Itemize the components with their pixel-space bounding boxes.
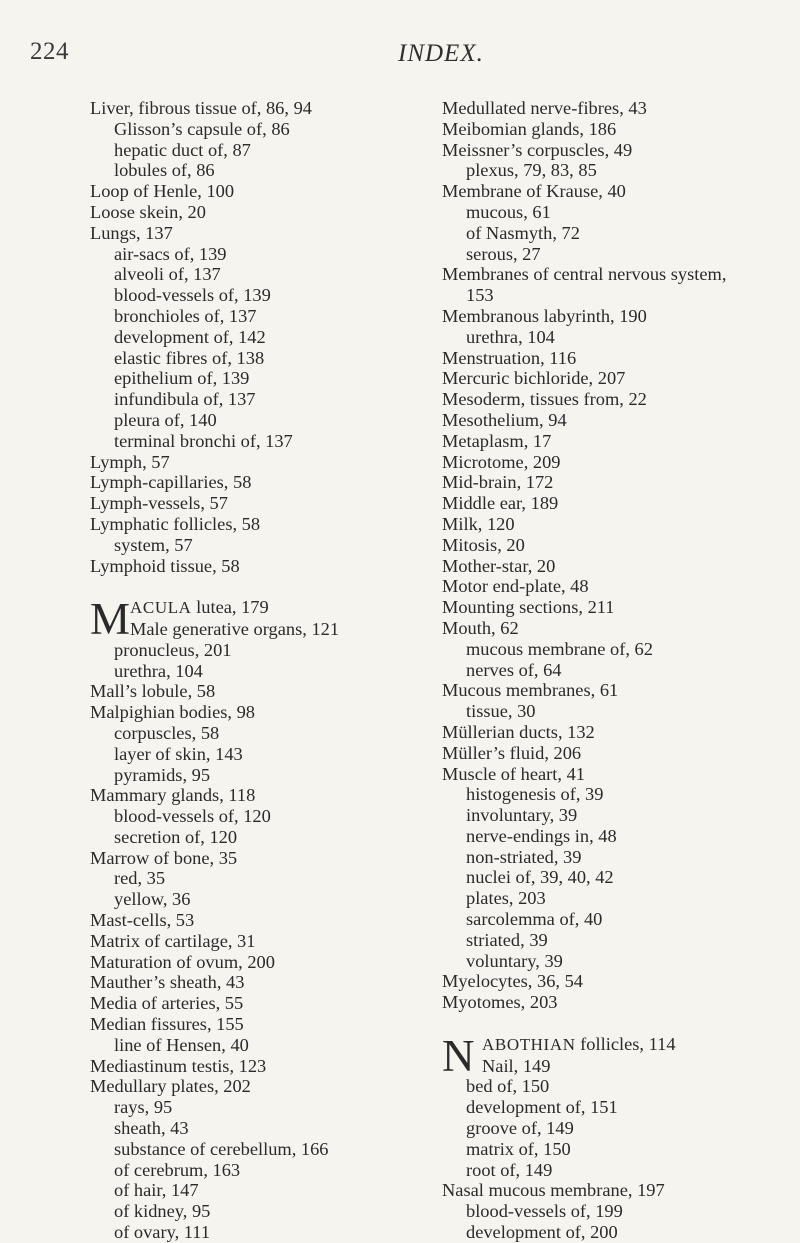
index-entry: Loose skein, 20: [90, 201, 206, 222]
index-entry: Menstruation, 116: [442, 347, 577, 368]
index-entry: Membrane of Krause, 40: [442, 181, 626, 202]
index-entry: [90, 597, 430, 619]
index-subentry: matrix of, 150: [466, 1138, 571, 1159]
index-entry: Loop of Henle, 100: [90, 181, 235, 202]
index-entry: Meissner’s corpuscles, 49: [442, 139, 633, 160]
index-entry: Mucous membranes, 61: [442, 680, 619, 701]
index-entry: Marrow of bone, 35: [90, 847, 238, 868]
index-subentry: blood-vessels of, 139: [114, 285, 271, 306]
running-head: INDEX.: [398, 40, 484, 67]
index-entry: Motor end-plate, 48: [442, 576, 589, 597]
index-entry: Mouth, 62: [442, 617, 519, 638]
index-subentry: hepatic duct of, 87: [114, 139, 251, 160]
index-subentry: of cerebrum, 163: [114, 1159, 241, 1180]
index-entry: Median fissures, 155: [90, 1014, 244, 1035]
index-entry: Medullated nerve-fibres, 43: [442, 98, 647, 118]
index-subentry: yellow, 36: [114, 889, 191, 910]
index-entry: Mitosis, 20: [442, 534, 525, 555]
index-entry: Liver, fibrous tissue of, 86, 94: [90, 98, 312, 118]
index-subentry: 153: [466, 285, 494, 306]
index-entry: Meibomian glands, 186: [442, 118, 617, 139]
index-entry: Müller’s fluid, 206: [442, 742, 582, 763]
index-subentry: nerve-endings in, 48: [466, 825, 617, 846]
index-subentry: substance of cerebellum, 166: [114, 1138, 329, 1159]
index-entry: [442, 1034, 787, 1056]
index-subentry: pyramids, 95: [114, 764, 211, 785]
index-subentry: layer of skin, 143: [114, 743, 243, 764]
index-subentry: secretion of, 120: [114, 826, 238, 847]
index-subentry: urethra, 104: [114, 660, 203, 681]
index-subentry: of hair, 147: [114, 1180, 199, 1201]
index-entry: Lungs, 137: [90, 222, 173, 243]
index-subentry: red, 35: [114, 868, 166, 889]
index-entry: Middle ear, 189: [442, 493, 559, 514]
index-entry: Lymph-vessels, 57: [90, 493, 228, 514]
index-entry: Microtome, 209: [442, 451, 561, 472]
index-subentry: histogenesis of, 39: [466, 784, 604, 805]
index-subentry: line of Hensen, 40: [114, 1034, 249, 1055]
index-entry: Lymphoid tissue, 58: [90, 555, 240, 576]
index-column-right: [442, 98, 787, 1243]
index-subentry: infundibula of, 137: [114, 389, 256, 410]
index-subentry: terminal bronchi of, 137: [114, 430, 293, 451]
index-subentry: pleura of, 140: [114, 409, 217, 430]
index-subentry: pronucleus, 201: [114, 639, 232, 660]
index-subentry: of kidney, 95: [114, 1201, 211, 1222]
index-subentry: system, 57: [114, 534, 193, 555]
index-entry: Mauther’s sheath, 43: [90, 972, 245, 993]
entry-text: follicles, 114: [575, 1033, 676, 1054]
index-entry: Mounting sections, 211: [442, 597, 615, 618]
page-number: 224: [30, 38, 69, 65]
index-entry: Membranous labyrinth, 190: [442, 305, 647, 326]
index-subentry: bronchioles of, 137: [114, 305, 257, 326]
index-entry: Muscle of heart, 41: [442, 763, 585, 784]
index-entry: Mother-star, 20: [442, 555, 556, 576]
index-subentry: of ovary, 111: [114, 1222, 211, 1243]
index-subentry: tissue, 30: [466, 701, 536, 722]
index-subentry: nuclei of, 39, 40, 42: [466, 867, 614, 888]
index-entry: Mercuric bichloride, 207: [442, 368, 626, 389]
index-entry: Mesoderm, tissues from, 22: [442, 389, 647, 410]
small-caps-text: ABOTHIAN: [482, 1034, 576, 1054]
index-entry: Male generative organs, 121: [130, 618, 340, 639]
section-start: [442, 1030, 787, 1081]
index-subentry: urethra, 104: [466, 326, 555, 347]
index-subentry: plexus, 79, 83, 85: [466, 160, 597, 181]
section-start: [90, 594, 430, 645]
index-subentry: alveoli of, 137: [114, 264, 221, 285]
index-entry: Medullary plates, 202: [90, 1076, 251, 1097]
index-subentry: nerves of, 64: [466, 659, 562, 680]
index-subentry: plates, 203: [466, 888, 546, 909]
index-subentry: blood-vessels of, 199: [466, 1201, 623, 1222]
index-entry: Müllerian ducts, 132: [442, 721, 595, 742]
index-subentry: Glisson’s capsule of, 86: [114, 118, 290, 139]
index-entry: Membranes of central nervous system,: [442, 264, 727, 285]
index-subentry: striated, 39: [466, 929, 548, 950]
index-entry: Media of arteries, 55: [90, 993, 244, 1014]
section-gap: [442, 1013, 787, 1034]
index-subentry: epithelium of, 139: [114, 368, 250, 389]
index-entry: Mast-cells, 53: [90, 910, 195, 931]
index-subentry: sarcolemma of, 40: [466, 909, 603, 930]
index-subentry: rays, 95: [114, 1097, 173, 1118]
section-gap: [90, 576, 430, 597]
index-subentry: lobules of, 86: [114, 160, 215, 181]
index-subentry: mucous, 61: [466, 201, 551, 222]
index-subentry: development of, 151: [466, 1097, 618, 1118]
index-entry: Mediastinum testis, 123: [90, 1055, 267, 1076]
index-subentry: groove of, 149: [466, 1118, 574, 1139]
index-entry: Myelocytes, 36, 54: [442, 971, 583, 992]
index-subentry: non-striated, 39: [466, 846, 582, 867]
index-entry: Mesothelium, 94: [442, 409, 567, 430]
index-entry: Milk, 120: [442, 513, 515, 534]
index-subentry: development of, 200: [466, 1222, 618, 1243]
index-subentry: of Nasmyth, 72: [466, 222, 580, 243]
entry-text: lutea, 179: [191, 597, 269, 618]
index-entry: Lymph-capillaries, 58: [90, 472, 252, 493]
index-entry: Matrix of cartilage, 31: [90, 930, 256, 951]
drop-cap-letter: M: [90, 594, 131, 645]
index-column-left: [90, 98, 430, 1243]
index-subentry: bed of, 150: [466, 1076, 550, 1097]
index-entry: Malpighian bodies, 98: [90, 702, 255, 723]
index-entry: Mammary glands, 118: [90, 785, 256, 806]
index-entry: Nail, 149: [482, 1055, 551, 1076]
index-entry: Myotomes, 203: [442, 992, 558, 1013]
index-subentry: root of, 149: [466, 1159, 553, 1180]
index-entry: Mall’s lobule, 58: [90, 681, 216, 702]
index-entry: Lymphatic follicles, 58: [90, 513, 261, 534]
index-subentry: involuntary, 39: [466, 805, 578, 826]
index-subentry: serous, 27: [466, 243, 541, 264]
index-subentry: development of, 142: [114, 326, 266, 347]
index-entry: Metaplasm, 17: [442, 430, 552, 451]
small-caps-text: ACULA: [130, 598, 192, 618]
index-subentry: blood-vessels of, 120: [114, 806, 271, 827]
drop-cap-letter: N: [442, 1030, 475, 1081]
index-subentry: sheath, 43: [114, 1118, 189, 1139]
index-subentry: elastic fibres of, 138: [114, 347, 265, 368]
index-entry: Lymph, 57: [90, 451, 170, 472]
index-subentry: air-sacs of, 139: [114, 243, 227, 264]
index-subentry: corpuscles, 58: [114, 722, 220, 743]
index-subentry: mucous membrane of, 62: [466, 638, 653, 659]
index-entry: Maturation of ovum, 200: [90, 951, 275, 972]
index-entry: Nasal mucous membrane, 197: [442, 1180, 665, 1201]
index-subentry: voluntary, 39: [466, 950, 563, 971]
index-entry: Mid-brain, 172: [442, 472, 554, 493]
